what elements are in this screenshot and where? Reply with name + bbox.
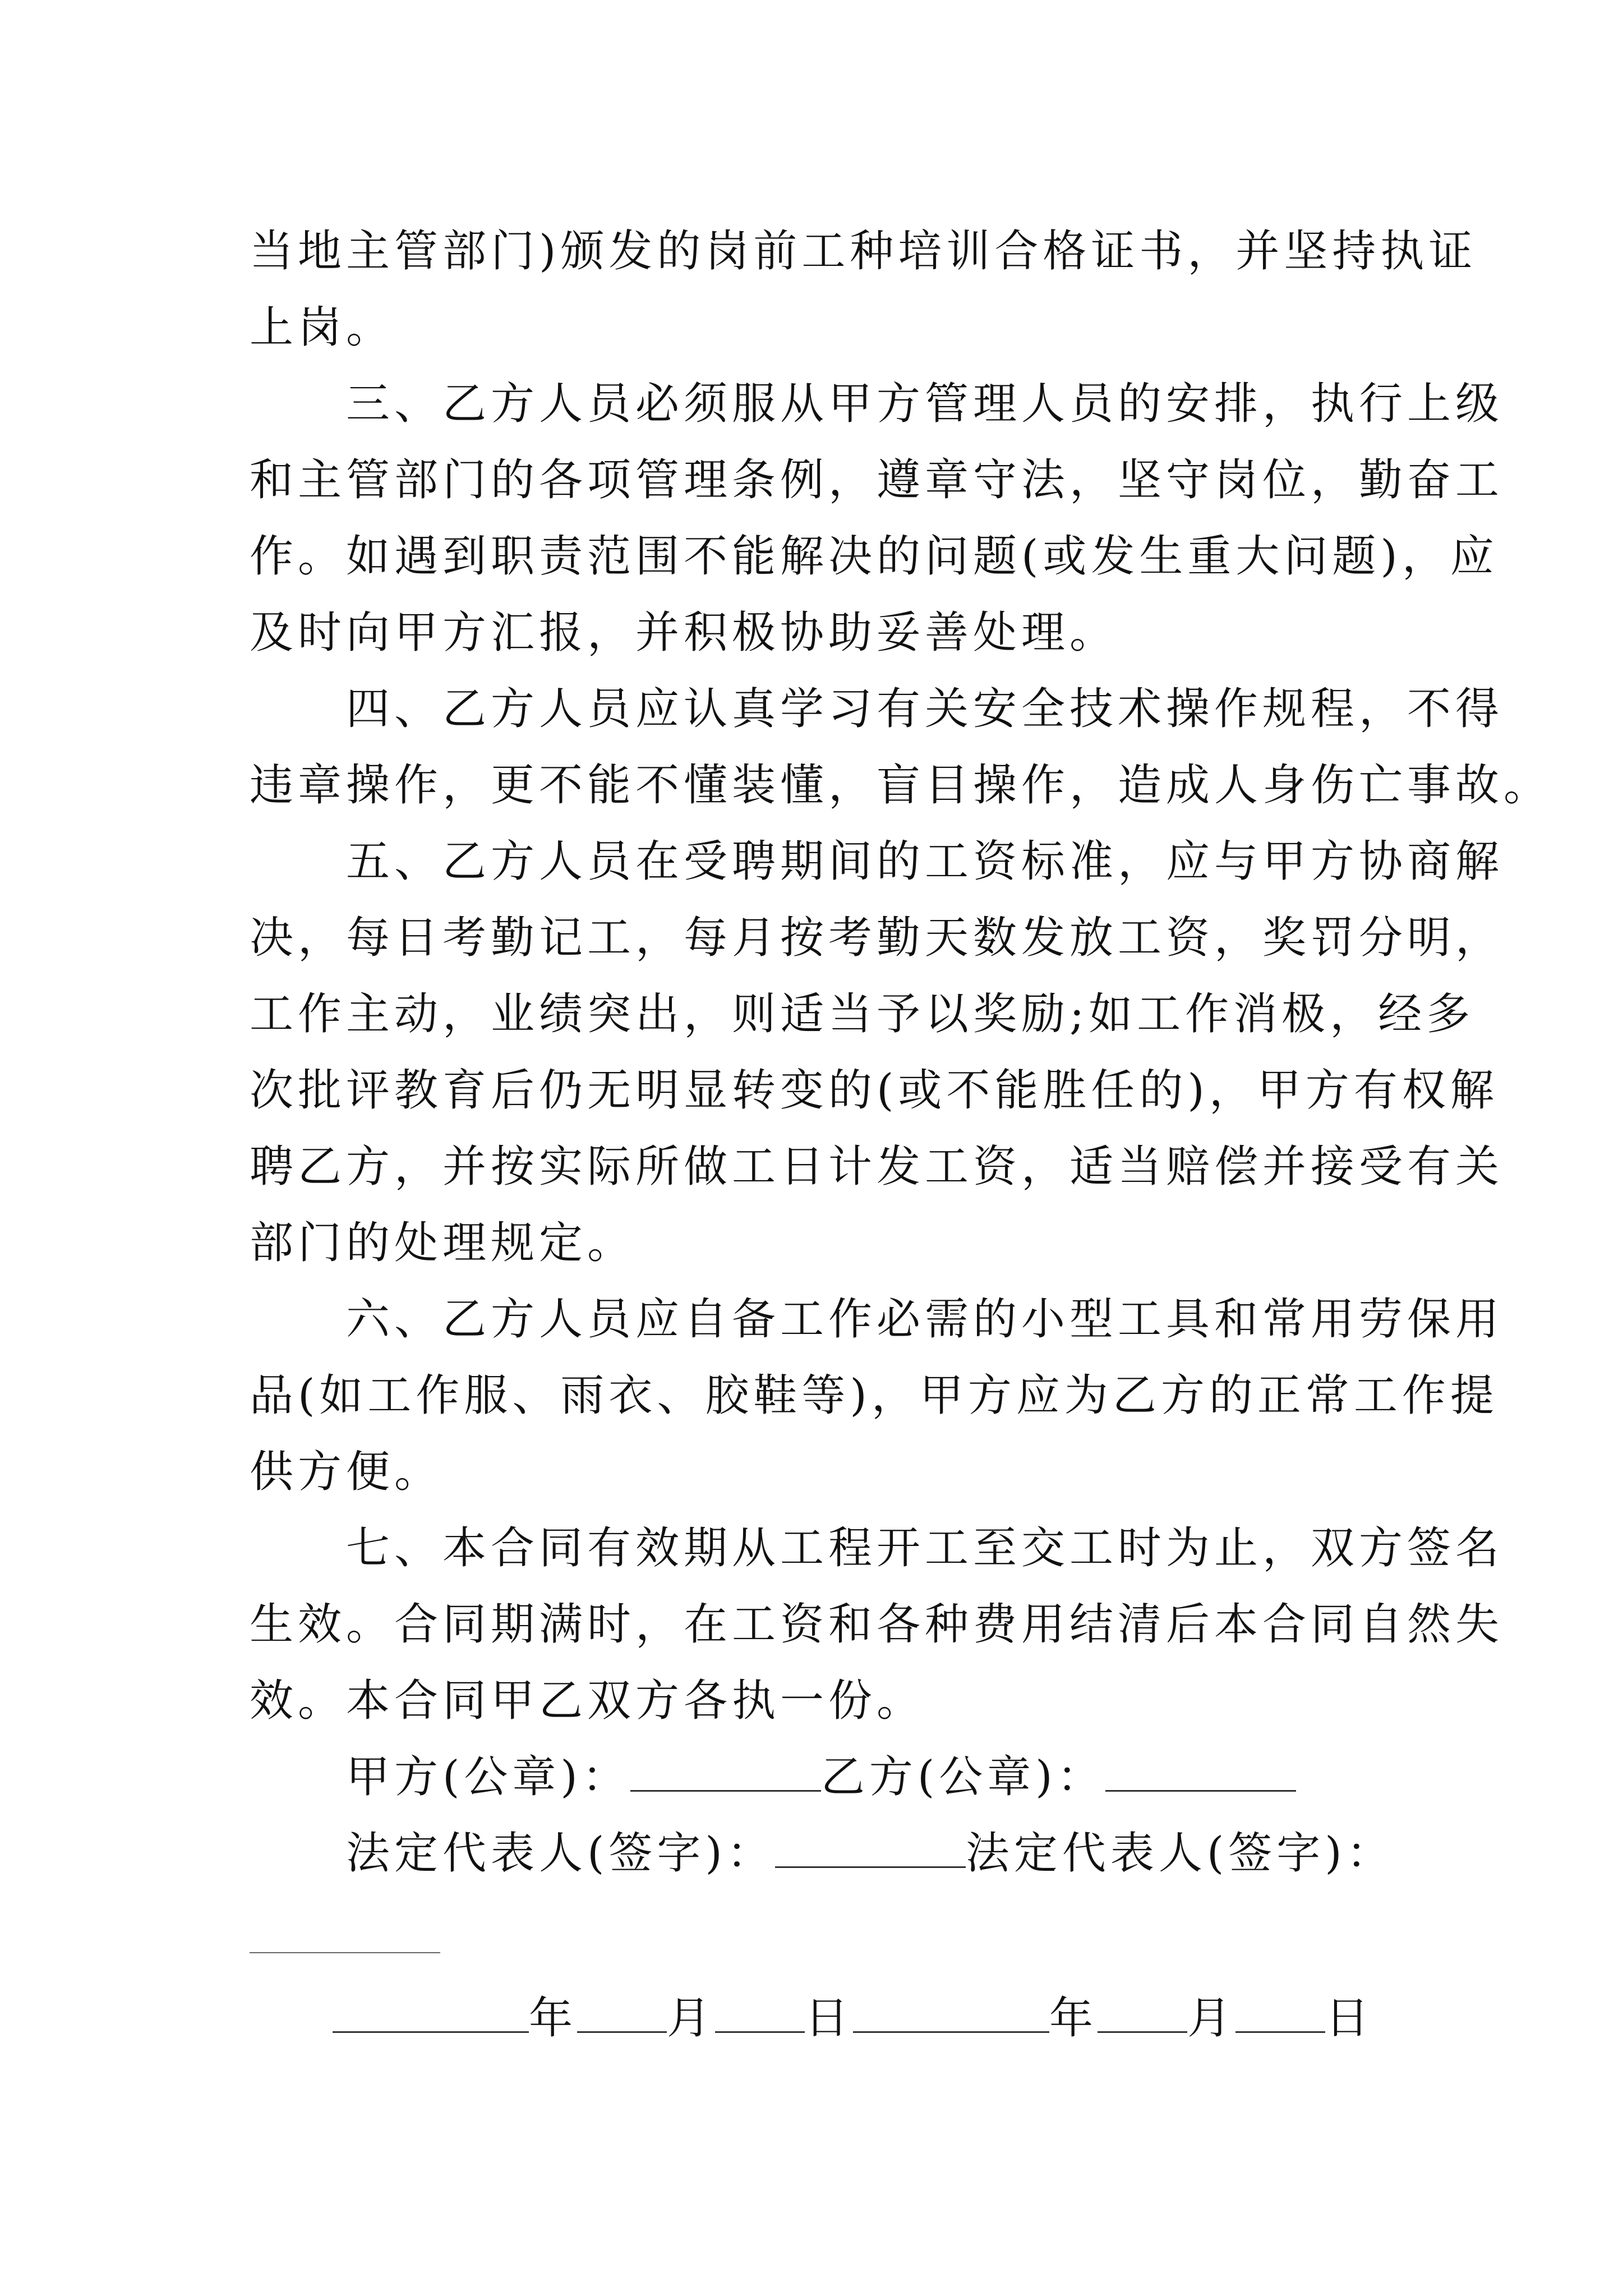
year-b-label: 年 <box>1049 1993 1098 2044</box>
clause-3-line: 三、乙方人员必须服从甲方管理人员的安排，执行上级 <box>250 379 1504 429</box>
body-line: 决，每日考勤记工，每月按考勤天数发放工资，奖罚分明， <box>250 913 1504 963</box>
body-line: 聘乙方，并按实际所做工日计发工资，适当赔偿并接受有关 <box>250 1142 1504 1192</box>
month-b-blank[interactable] <box>1098 1992 1187 2033</box>
body-line: 违章操作，更不能不懂装懂，盲目操作，造成人身伤亡事故。 <box>250 760 1552 811</box>
rep-a-label: 法定代表人(签字)： <box>250 1828 775 1879</box>
rep-b-blank-line[interactable] <box>250 1952 440 1953</box>
body-line: 及时向甲方汇报，并积极协助妥善处理。 <box>250 608 1118 658</box>
body-line: 当地主管部门)颁发的岗前工种培训合格证书，并坚持执证 <box>250 226 1477 277</box>
clause-5-line: 五、乙方人员在受聘期间的工资标准，应与甲方协商解 <box>250 836 1504 887</box>
body-line: 供方便。 <box>250 1447 443 1497</box>
party-signature-row <box>250 1739 1382 1815</box>
rep-b-label: 法定代表人(签字)： <box>965 1828 1395 1879</box>
day-b-label: 日 <box>1325 1993 1374 2044</box>
party-b-blank[interactable] <box>1105 1751 1296 1792</box>
day-a-blank[interactable] <box>715 1992 805 2033</box>
clause-7-line: 七、本合同有效期从工程开工至交工时为止，双方签名 <box>250 1523 1504 1573</box>
day-b-blank[interactable] <box>1235 1992 1325 2033</box>
contract-body <box>250 213 1552 1892</box>
body-line: 生效。合同期满时，在工资和各种费用结清后本合同自然失 <box>250 1599 1504 1650</box>
day-a-label: 日 <box>805 1993 854 2044</box>
rep-a-blank[interactable] <box>775 1827 966 1868</box>
party-a-label: 甲方(公章)： <box>250 1752 630 1802</box>
body-line: 效。本合同甲乙双方各执一份。 <box>250 1676 925 1726</box>
body-line: 品(如工作服、雨衣、胶鞋等)，甲方应为乙方的正常工作提 <box>250 1370 1498 1421</box>
month-b-label: 月 <box>1187 1993 1236 2044</box>
representative-signature-row <box>250 1815 1395 1892</box>
body-line: 次批评教育后仍无明显转变的(或不能胜任的)，甲方有权解 <box>250 1065 1498 1116</box>
party-b-label: 乙方(公章)： <box>820 1752 1105 1802</box>
year-a-label: 年 <box>529 1993 578 2044</box>
year-b-blank[interactable] <box>853 1992 1049 2033</box>
date-row <box>250 1980 1382 2056</box>
body-line: 作。如遇到职责范围不能解决的问题(或发生重大问题)，应 <box>250 531 1498 582</box>
year-a-blank[interactable] <box>333 1992 529 2033</box>
month-a-blank[interactable] <box>577 1992 667 2033</box>
body-line: 工作主动，业绩突出，则适当予以奖励;如工作消极，经多 <box>250 989 1475 1039</box>
body-line: 和主管部门的各项管理条例，遵章守法，坚守岗位，勤奋工 <box>250 455 1504 505</box>
body-line: 部门的处理规定。 <box>250 1218 636 1268</box>
month-a-label: 月 <box>667 1993 716 2044</box>
party-a-blank[interactable] <box>630 1751 821 1792</box>
body-line: 上岗。 <box>250 302 395 353</box>
clause-4-line: 四、乙方人员应认真学习有关安全技术操作规程，不得 <box>250 684 1504 734</box>
clause-6-line: 六、乙方人员应自备工作必需的小型工具和常用劳保用 <box>250 1294 1504 1345</box>
